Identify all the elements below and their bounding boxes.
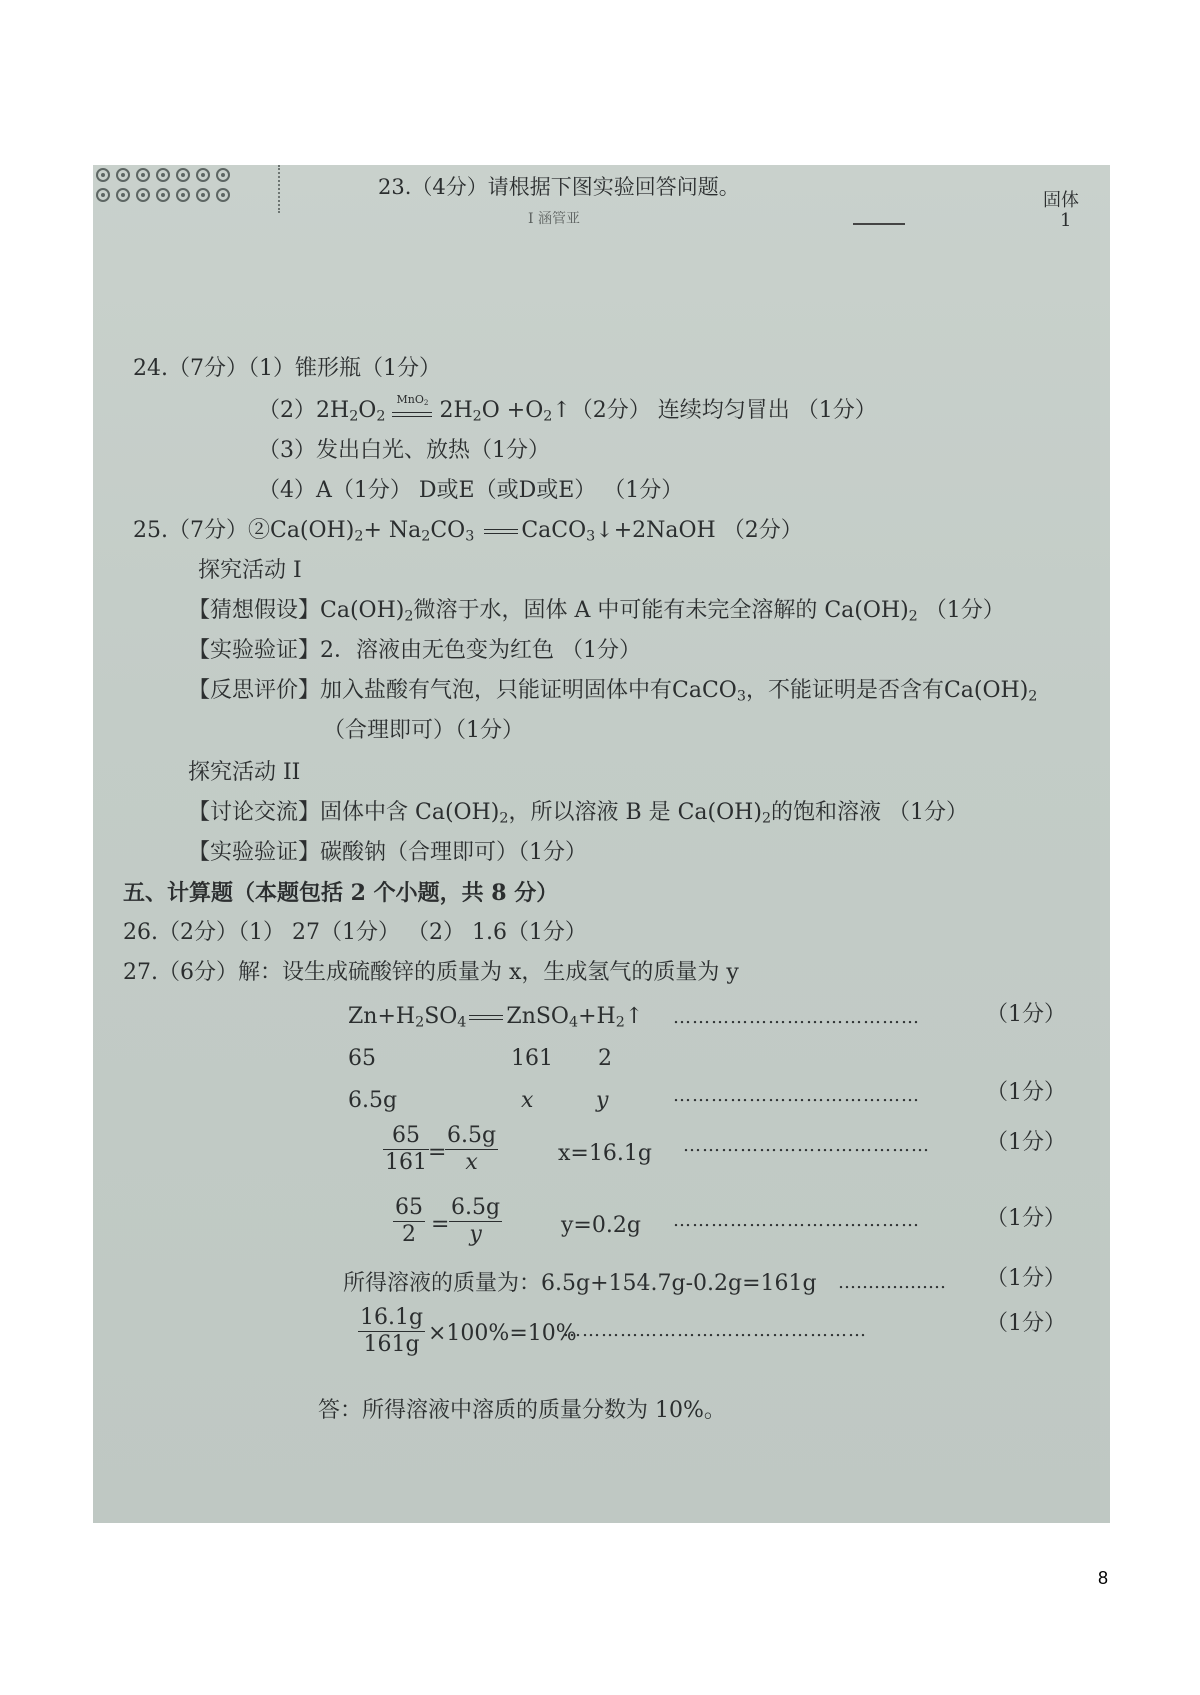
discussion-line: 【讨论交流】固体中含 $Ca(OH)_2$，所以溶液 B 是 $Ca(OH)_2$的饱和溶液 （1分） — [188, 800, 969, 827]
mno2-catalyst-sign: MnO$_2$ — [392, 400, 432, 417]
unknown-x: x — [521, 1088, 534, 1113]
result-y: y=0.2g — [561, 1213, 641, 1238]
leader-dots: ………………………………… — [673, 1085, 920, 1106]
q24-line-1: 24.（7分）（1）锥形瓶（1分） — [133, 356, 441, 381]
gear-border-ornament — [93, 165, 243, 210]
page-number: 8 — [1098, 1568, 1109, 1588]
molar-mass-zn: 65 — [348, 1046, 376, 1071]
q25-line-1: 25.（7分）$②Ca(OH)_2+ Na_2CO_3$ CaCO$_3$↓+2NaOH （2分） — [133, 518, 803, 545]
equals-sign: = — [431, 1212, 450, 1237]
reflection-line-2: （合理即可）（1分） — [323, 718, 524, 743]
header-rule — [853, 223, 905, 225]
score-label: （1分） — [986, 1311, 1066, 1336]
header-right-number: 1 — [1060, 210, 1072, 231]
score-label: （1分） — [986, 1266, 1066, 1291]
molar-mass-h2: 2 — [598, 1046, 612, 1071]
activity-2-heading: 探究活动 II — [188, 760, 301, 785]
fraction-6.5g-y: $\frac{6.5g}{y}$ — [451, 1195, 501, 1247]
leader-dots-short: ……………… — [838, 1272, 946, 1293]
score-label: （1分） — [986, 1130, 1066, 1155]
fraction-16.1g-161g: $\frac{16.1g}{161g}$ — [360, 1305, 424, 1357]
q24-line-2: $(2)2H_2O_2$ MnO$_2$ $2H_2O$ $+O_2↑(2$分） 连续均匀冒出 （1分） — [258, 393, 877, 425]
scanned-answer-sheet — [93, 165, 1110, 1523]
score-label: （1分） — [986, 1206, 1066, 1231]
fraction-6.5g-x: $\frac{6.5g}{x}$ — [447, 1123, 497, 1175]
q27-intro: 27.（6分）解：设生成硫酸锌的质量为 x，生成氢气的质量为 y — [123, 960, 739, 985]
given-mass-zn: 6.5g — [348, 1088, 398, 1113]
molar-mass-znso4: 161 — [511, 1046, 553, 1071]
equation-double-bar — [484, 529, 518, 534]
q24-line-3: （3）发出白光、放热（1分） — [258, 438, 550, 463]
solution-mass-line: 所得溶液的质量为：6.5g+154.7g-0.2g=161g — [343, 1271, 817, 1296]
leader-dots: ………………………………… — [673, 1210, 920, 1231]
binding-dotted-line — [278, 165, 280, 213]
final-answer: 答：所得溶液中溶质的质量分数为 10%。 — [318, 1398, 726, 1423]
fraction-65-161: $\frac{65}{161}$ — [385, 1123, 427, 1175]
hypothesis-line: 【猜想假设】$Ca(OH)_2$微溶于水，固体 A 中可能有未完全溶解的 $Ca(OH)_2$ （1分） — [188, 598, 1005, 625]
zinc-equation: $Zn+H_2SO_4$ $ZnSO_4+H_2↑$ — [348, 1004, 644, 1031]
q26-line: 26.（2分）（1） 27（1分） （2） 1.6（1分） — [123, 920, 587, 945]
unknown-y: y — [596, 1088, 609, 1113]
leader-dots: ………………………………… — [683, 1135, 930, 1156]
section-5-heading: 五、计算题（本题包括 2 个小题，共 8 分） — [123, 880, 559, 906]
q24-line-4: （4）A（1分） D或E（或D或E） （1分） — [258, 478, 684, 503]
verification-1-line: 【实验验证】2．溶液由无色变为红色 （1分） — [188, 638, 641, 663]
activity-1-heading: 探究活动 I — [198, 558, 302, 583]
fraction-65-2: $\frac{65}{2}$ — [395, 1195, 423, 1247]
leader-dots: ………………………………………… — [563, 1320, 867, 1341]
header-right-text: 固体 — [1043, 190, 1079, 211]
percentage-result: ×100%=10% — [428, 1321, 577, 1346]
equals-sign: = — [428, 1140, 447, 1165]
score-label: （1分） — [986, 1080, 1066, 1105]
score-label: （1分） — [986, 1002, 1066, 1027]
leader-dots: ………………………………… — [673, 1007, 920, 1028]
reflection-line: 【反思评价】加入盐酸有气泡，只能证明固体中有CaCO$_3$，不能证明是否含有$Ca(OH)_2$ — [188, 678, 1038, 705]
question-23-heading: 23.（4分）请根据下图实验回答问题。 — [378, 175, 740, 199]
header-fragment: I 涵管亚 — [528, 211, 580, 227]
verification-2-line: 【实验验证】碳酸钠（合理即可）（1分） — [188, 840, 587, 865]
result-x: x=16.1g — [558, 1141, 652, 1166]
